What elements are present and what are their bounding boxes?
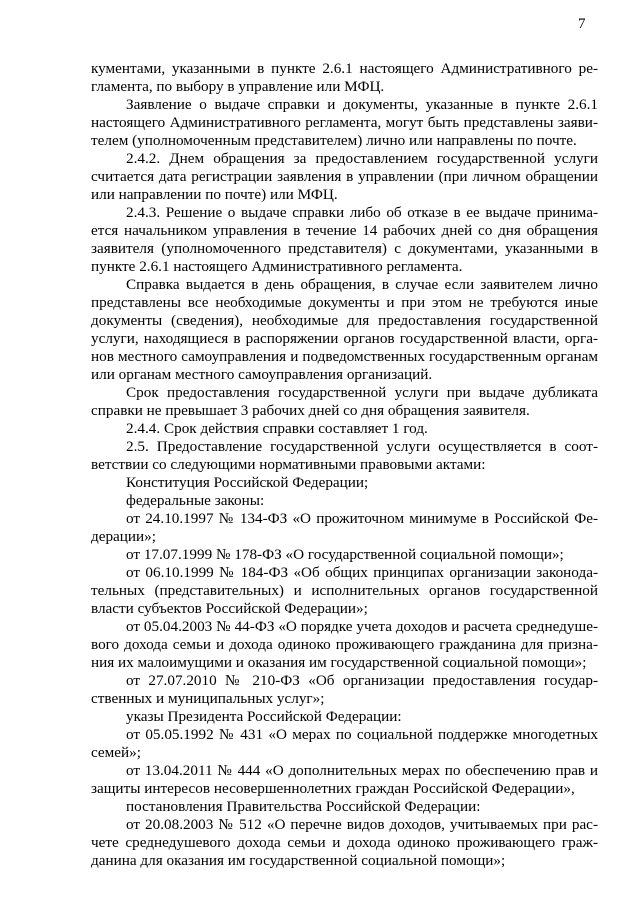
paragraph: от 05.04.2003 № 44-ФЗ «О порядке учета доходов и расчета среднедушевого дохода семьи и дохода одиноко проживающего гражданина для признания их малоимущими и оказания им государственной социальной помощи»;	[91, 618, 598, 671]
document-body	[91, 60, 598, 870]
page-number: 7	[578, 16, 586, 32]
paragraph: Справка выдается в день обращения, в случае если заявителем лично представлены все необходимые документы и при этом не требуются иные документы (сведения), необходимые для предоставления государственной услуги, находящиеся в распоряжении органов государственной власти, органов местного самоуправления и подведомственных государственным органам или органам местного самоуправления организаций.	[91, 276, 598, 383]
paragraph: постановления Правительства Российской Федерации:	[126, 798, 481, 815]
paragraph: федеральные законы:	[126, 492, 265, 509]
paragraph: от 05.05.1992 № 431 «О мерах по социальной поддержке многодетных семей»;	[91, 726, 598, 761]
paragraph: от 27.07.2010 № 210-ФЗ «Об организации предоставления государственных и муниципальных услуг»;	[91, 672, 598, 707]
paragraph: 2.4.2. Днем обращения за предоставлением государственной услуги считается дата регистрации заявления в управлении (при личном обращении или направлении по почте) или МФЦ.	[91, 150, 598, 203]
paragraph: от 24.10.1997 № 134-ФЗ «О прожиточном минимуме в Российской Федерации»;	[91, 510, 598, 545]
paragraph: кументами, указанными в пункте 2.6.1 настоящего Административного регламента, по выбору в управление или МФЦ.	[91, 60, 598, 95]
paragraph: 2.4.4. Срок действия справки составляет 1 год.	[126, 420, 428, 437]
paragraph: от 20.08.2003 № 512 «О перечне видов доходов, учитываемых при расчете среднедушевого дохода семьи и дохода одиноко проживающего гражданина для оказания им государственной социальной помощи»;	[91, 816, 598, 869]
paragraph: Конституция Российской Федерации;	[126, 474, 369, 491]
paragraph: указы Президента Российской Федерации:	[126, 708, 402, 725]
paragraph: от 17.07.1999 № 178-ФЗ «О государственной социальной помощи»;	[126, 546, 564, 563]
paragraph: 2.5. Предоставление государственной услуги осуществляется в соответствии со следующими нормативными правовыми актами:	[91, 438, 598, 473]
paragraph: от 13.04.2011 № 444 «О дополнительных мерах по обеспечению прав и защиты интересов несовершеннолетних граждан Российской Федерации»,	[91, 762, 598, 797]
paragraph: от 06.10.1999 № 184-ФЗ «Об общих принципах организации законодательных (представительных) и исполнительных органов государственной власти субъектов Российской Федерации»;	[91, 564, 598, 617]
paragraph: Заявление о выдаче справки и документы, указанные в пункте 2.6.1 настоящего Административного регламента, могут быть представлены заявителем (уполномоченным представителем) лично или направлены по почте.	[91, 96, 598, 149]
paragraph: Срок предоставления государственной услуги при выдаче дубликата справки не превышает 3 рабочих дней со дня обращения заявителя.	[91, 384, 598, 419]
paragraph: 2.4.3. Решение о выдаче справки либо об отказе в ее выдаче принимается начальником управления в течение 14 рабочих дней со дня обращения заявителя (уполномоченного представителя) с документами, указанными в пункте 2.6.1 настоящего Административного регламента.	[91, 204, 598, 275]
